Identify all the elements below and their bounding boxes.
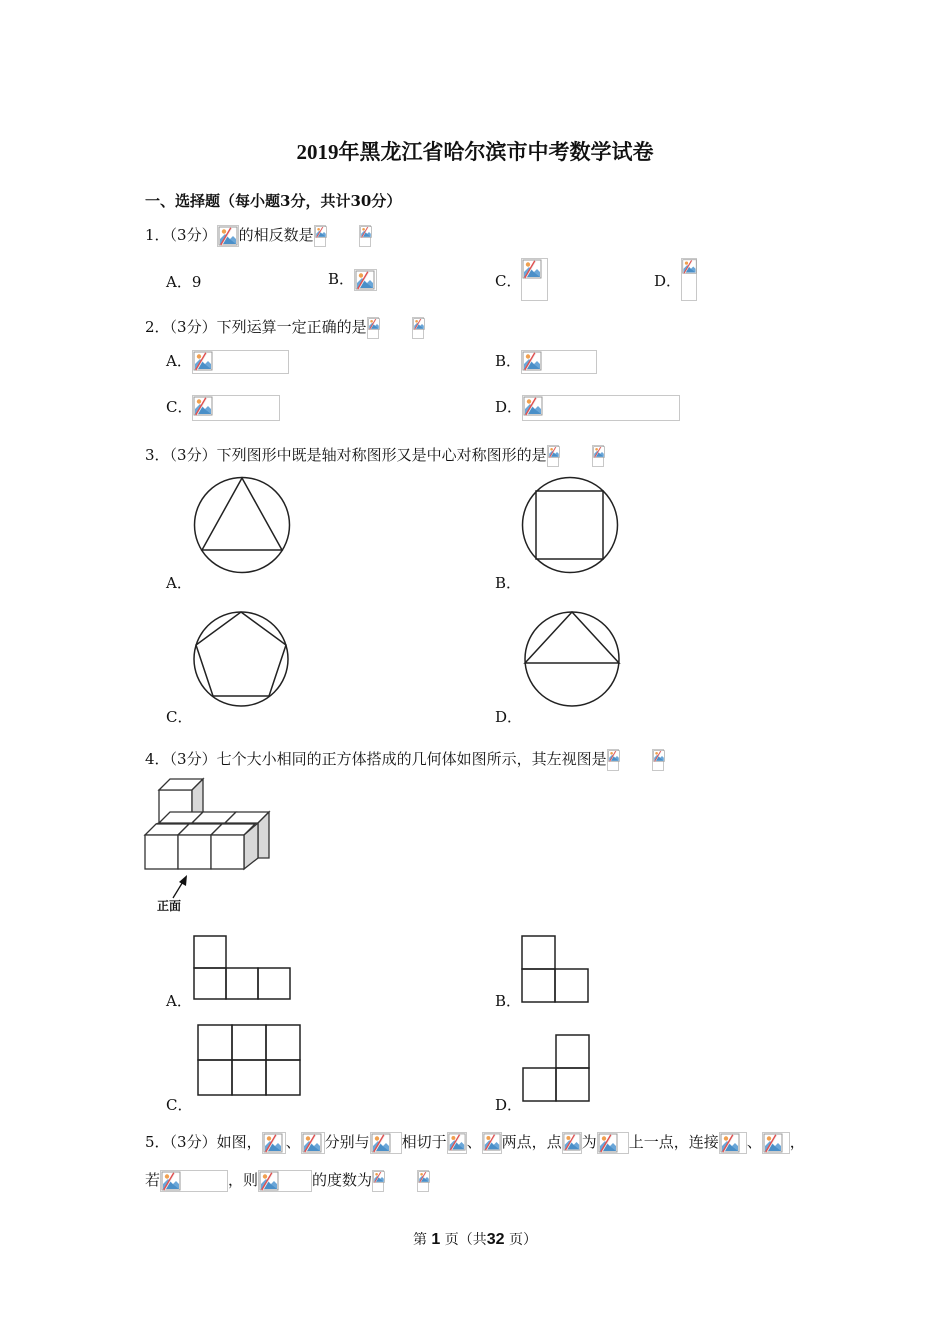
total-pages: 32 <box>486 1231 505 1248</box>
broken-image-icon <box>314 225 326 247</box>
option-d[interactable] <box>495 395 680 421</box>
option-label: C． <box>166 398 193 416</box>
option-c[interactable]: C． <box>166 1096 193 1114</box>
question-score: （3分） <box>169 446 217 464</box>
option-b[interactable]: B． <box>495 992 522 1010</box>
arrow-icon <box>173 875 187 898</box>
section-header: 一、选择题（每小题3分，共计30分） <box>145 192 402 210</box>
option-label: C． <box>495 272 522 290</box>
circle-square-figure <box>518 474 622 576</box>
broken-image-icon <box>447 1132 467 1154</box>
broken-image-icon <box>597 1132 629 1154</box>
broken-image-icon <box>258 1170 312 1192</box>
page-footer <box>0 1229 950 1249</box>
question-text: 分别与 <box>324 1133 370 1151</box>
broken-image-icon <box>521 258 548 301</box>
separator: 、 <box>746 1133 762 1151</box>
option-c[interactable] <box>166 395 280 421</box>
option-c[interactable]: C． <box>166 708 193 726</box>
page-title: 2019年黑龙江省哈尔滨市中考数学试卷 <box>296 140 654 164</box>
question-5-line-2 <box>145 1169 429 1192</box>
question-text: ， <box>789 1133 805 1151</box>
question-score: （3分） <box>169 226 217 244</box>
question-text: 七个大小相同的正方体搭成的几何体如图所示，其左视图是 <box>216 750 607 768</box>
question-text: 下列运算一定正确的是 <box>216 318 367 336</box>
option-label: B． <box>495 352 522 370</box>
question-text: 的相反数是 <box>238 226 314 244</box>
circle-triangle-figure <box>190 474 294 576</box>
broken-image-icon <box>354 269 377 291</box>
option-b[interactable]: B． <box>495 574 522 592</box>
option-label: A． <box>166 352 192 370</box>
option-a[interactable]: A． <box>166 574 192 592</box>
question-3 <box>145 444 604 467</box>
question-text: 的度数为 <box>312 1171 373 1189</box>
footer-mid: 页（共 <box>444 1232 487 1248</box>
broken-image-icon <box>482 1132 502 1154</box>
broken-image-icon <box>301 1132 325 1154</box>
view-option-b-figure <box>521 935 591 1003</box>
option-b[interactable] <box>328 268 377 291</box>
view-option-a-figure <box>193 935 293 1001</box>
broken-image-icon <box>652 749 664 771</box>
broken-image-icon <box>160 1170 228 1192</box>
option-b[interactable] <box>495 350 597 374</box>
option-d[interactable] <box>654 258 697 301</box>
separator: 、 <box>466 1133 482 1151</box>
broken-image-icon <box>262 1132 286 1154</box>
option-c[interactable] <box>495 258 548 301</box>
option-label: B． <box>328 270 355 288</box>
option-d[interactable]: D． <box>495 708 523 726</box>
option-label: D． <box>495 398 523 416</box>
separator: 、 <box>285 1133 301 1151</box>
question-number: 2． <box>145 318 170 336</box>
broken-image-icon <box>359 225 371 247</box>
broken-image-icon <box>607 749 619 771</box>
question-number: 3． <box>145 446 170 464</box>
option-a[interactable] <box>166 350 289 374</box>
broken-image-icon <box>192 395 280 421</box>
question-text: 为 <box>581 1133 597 1151</box>
question-5-line-1 <box>145 1131 805 1154</box>
broken-image-icon <box>521 350 597 374</box>
broken-image-icon <box>547 445 559 467</box>
option-a[interactable]: A．9 <box>166 273 202 291</box>
footer-suffix: 页） <box>509 1232 538 1248</box>
broken-image-icon <box>372 1170 384 1192</box>
question-1 <box>145 224 371 247</box>
broken-image-icon <box>592 445 604 467</box>
question-score: （3分） <box>169 318 217 336</box>
footer-prefix: 第 <box>412 1232 427 1248</box>
question-text: 两点，点 <box>501 1133 562 1151</box>
broken-image-icon <box>412 317 424 339</box>
option-d[interactable]: D． <box>495 1096 523 1114</box>
option-a[interactable]: A． <box>166 992 192 1010</box>
front-label: 正面 <box>157 899 182 913</box>
broken-image-icon <box>367 317 379 339</box>
broken-image-icon <box>417 1170 429 1192</box>
question-text: 下列图形中既是轴对称图形又是中心对称图形的是 <box>216 446 547 464</box>
circle-triangle-chord-figure <box>521 609 623 709</box>
question-text: 5．（3分）如图， <box>145 1133 262 1151</box>
broken-image-icon <box>681 258 697 301</box>
broken-image-icon <box>522 395 680 421</box>
broken-image-icon <box>719 1132 747 1154</box>
page-number: 1 <box>431 1231 441 1248</box>
view-option-d-figure <box>522 1034 592 1102</box>
question-text: 若 <box>145 1171 161 1189</box>
circle-pentagon-figure <box>190 609 292 709</box>
question-number: 1． <box>145 226 170 244</box>
question-score: （3分） <box>169 750 217 768</box>
broken-image-icon <box>192 350 289 374</box>
question-number: 4． <box>145 750 170 768</box>
question-text: ，则 <box>228 1171 259 1189</box>
option-label: D． <box>654 272 682 290</box>
question-text: 上一点，连接 <box>628 1133 719 1151</box>
question-2 <box>145 316 424 339</box>
broken-image-icon <box>217 225 239 247</box>
broken-image-icon <box>562 1132 582 1154</box>
view-option-c-figure <box>197 1024 304 1096</box>
question-text: 相切于 <box>401 1133 447 1151</box>
broken-image-icon <box>762 1132 790 1154</box>
broken-image-icon <box>370 1132 402 1154</box>
question-4 <box>145 748 664 771</box>
